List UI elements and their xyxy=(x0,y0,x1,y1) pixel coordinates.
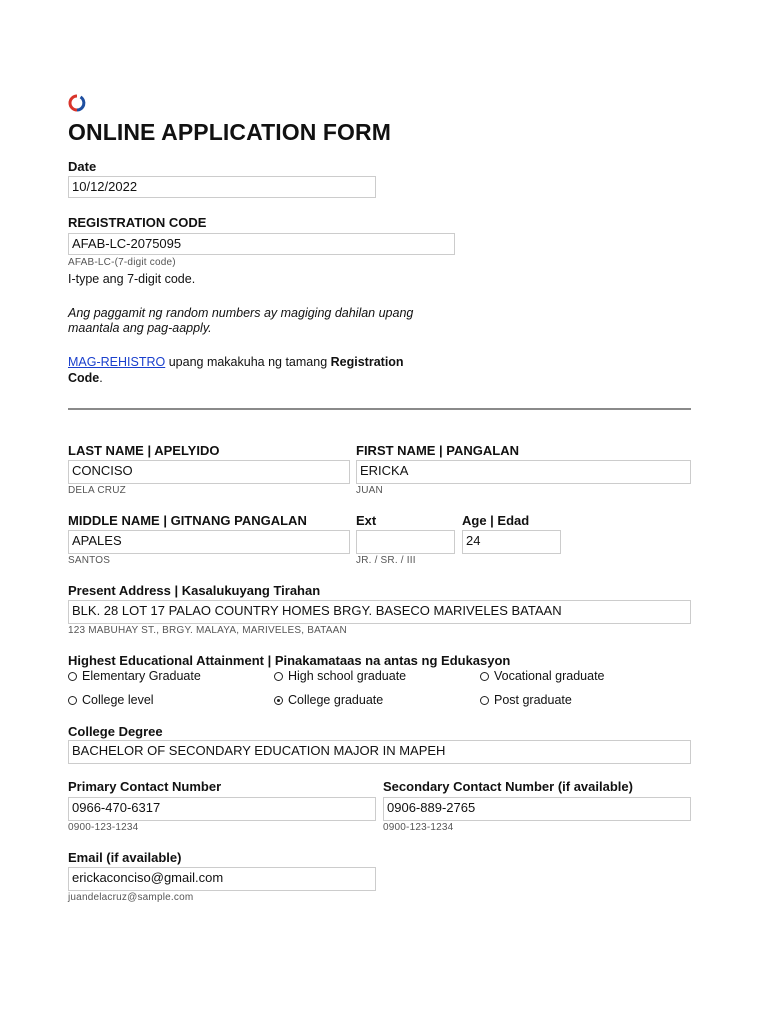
radio-unchecked-icon xyxy=(68,696,77,705)
option-label: College level xyxy=(82,693,154,707)
secondary-contact-hint: 0900-123-1234 xyxy=(383,822,454,833)
address-hint: 123 MABUHAY ST., BRGY. MALAYA, MARIVELES, BATAAN xyxy=(68,625,347,636)
education-option-high-school[interactable] xyxy=(274,669,406,683)
education-option-college-level[interactable] xyxy=(68,693,154,707)
register-bold2: Code xyxy=(68,371,100,385)
education-option-elementary[interactable] xyxy=(68,669,201,683)
ext-hint: JR. / SR. / III xyxy=(356,555,416,566)
last-name-field[interactable]: CONCISO xyxy=(68,460,350,484)
register-link[interactable]: MAG-REHISTRO xyxy=(68,355,166,369)
primary-contact-hint: 0900-123-1234 xyxy=(68,822,139,833)
register-period: . xyxy=(99,371,103,385)
registration-instruction: I-type ang 7-digit code. xyxy=(68,272,196,286)
first-name-label: FIRST NAME | PANGALAN xyxy=(356,443,520,458)
ext-field[interactable] xyxy=(356,530,455,554)
radio-checked-icon xyxy=(274,696,283,705)
education-label: Highest Educational Attainment | Pinakamataas na antas ng Edukasyon xyxy=(68,653,511,668)
primary-contact-label: Primary Contact Number xyxy=(68,779,222,794)
degree-field[interactable]: BACHELOR OF SECONDARY EDUCATION MAJOR IN MAPEH xyxy=(68,740,691,764)
radio-unchecked-icon xyxy=(480,672,489,681)
registration-hint: AFAB-LC-(7-digit code) xyxy=(68,257,176,268)
secondary-contact-label: Secondary Contact Number (if available) xyxy=(383,779,633,794)
education-option-vocational[interactable] xyxy=(480,669,605,683)
last-name-label: LAST NAME | APELYIDO xyxy=(68,443,220,458)
date-label: Date xyxy=(68,159,97,174)
secondary-contact-field[interactable]: 0906-889-2765 xyxy=(383,797,691,821)
address-field[interactable]: BLK. 28 LOT 17 PALAO COUNTRY HOMES BRGY. BASECO MARIVELES BATAAN xyxy=(68,600,691,624)
education-option-post-graduate[interactable] xyxy=(480,693,572,707)
email-field[interactable]: erickaconciso@gmail.com xyxy=(68,867,376,891)
address-label: Present Address | Kasalukuyang Tirahan xyxy=(68,583,321,598)
radio-unchecked-icon xyxy=(68,672,77,681)
option-label: High school graduate xyxy=(288,669,407,683)
date-field[interactable]: 10/12/2022 xyxy=(68,176,376,198)
age-field[interactable]: 24 xyxy=(462,530,561,554)
registration-code-field[interactable]: AFAB-LC-2075095 xyxy=(68,233,455,255)
middle-name-hint: SANTOS xyxy=(68,555,111,566)
first-name-field[interactable]: ERICKA xyxy=(356,460,691,484)
middle-name-label: MIDDLE NAME | GITNANG PANGALAN xyxy=(68,513,307,528)
primary-contact-field[interactable]: 0966-470-6317 xyxy=(68,797,376,821)
registration-warning-line1: Ang paggamit ng random numbers ay magiging dahilan upang xyxy=(68,306,414,320)
email-hint: juandelacruz@sample.com xyxy=(68,892,194,903)
register-line xyxy=(68,355,404,369)
register-line2 xyxy=(68,371,103,385)
register-bold1: Registration xyxy=(330,355,404,369)
education-option-college-graduate[interactable] xyxy=(274,693,383,707)
divider xyxy=(68,408,691,410)
option-label: Vocational graduate xyxy=(494,669,605,683)
middle-name-field[interactable]: APALES xyxy=(68,530,350,554)
email-label: Email (if available) xyxy=(68,850,182,865)
first-name-hint: JUAN xyxy=(356,485,383,496)
registration-warning-line2: maantala ang pag-aapply. xyxy=(68,321,212,335)
option-label: Elementary Graduate xyxy=(82,669,201,683)
degree-label: College Degree xyxy=(68,724,163,739)
ext-label: Ext xyxy=(356,513,377,528)
registration-label: REGISTRATION CODE xyxy=(68,215,207,230)
logo-icon xyxy=(68,94,86,112)
radio-unchecked-icon xyxy=(480,696,489,705)
option-label: College graduate xyxy=(288,693,384,707)
register-text: upang makakuha ng tamang xyxy=(165,355,331,369)
radio-unchecked-icon xyxy=(274,672,283,681)
age-label: Age | Edad xyxy=(462,513,530,528)
option-label: Post graduate xyxy=(494,693,572,707)
page-title: ONLINE APPLICATION FORM xyxy=(68,119,392,145)
last-name-hint: DELA CRUZ xyxy=(68,485,126,496)
